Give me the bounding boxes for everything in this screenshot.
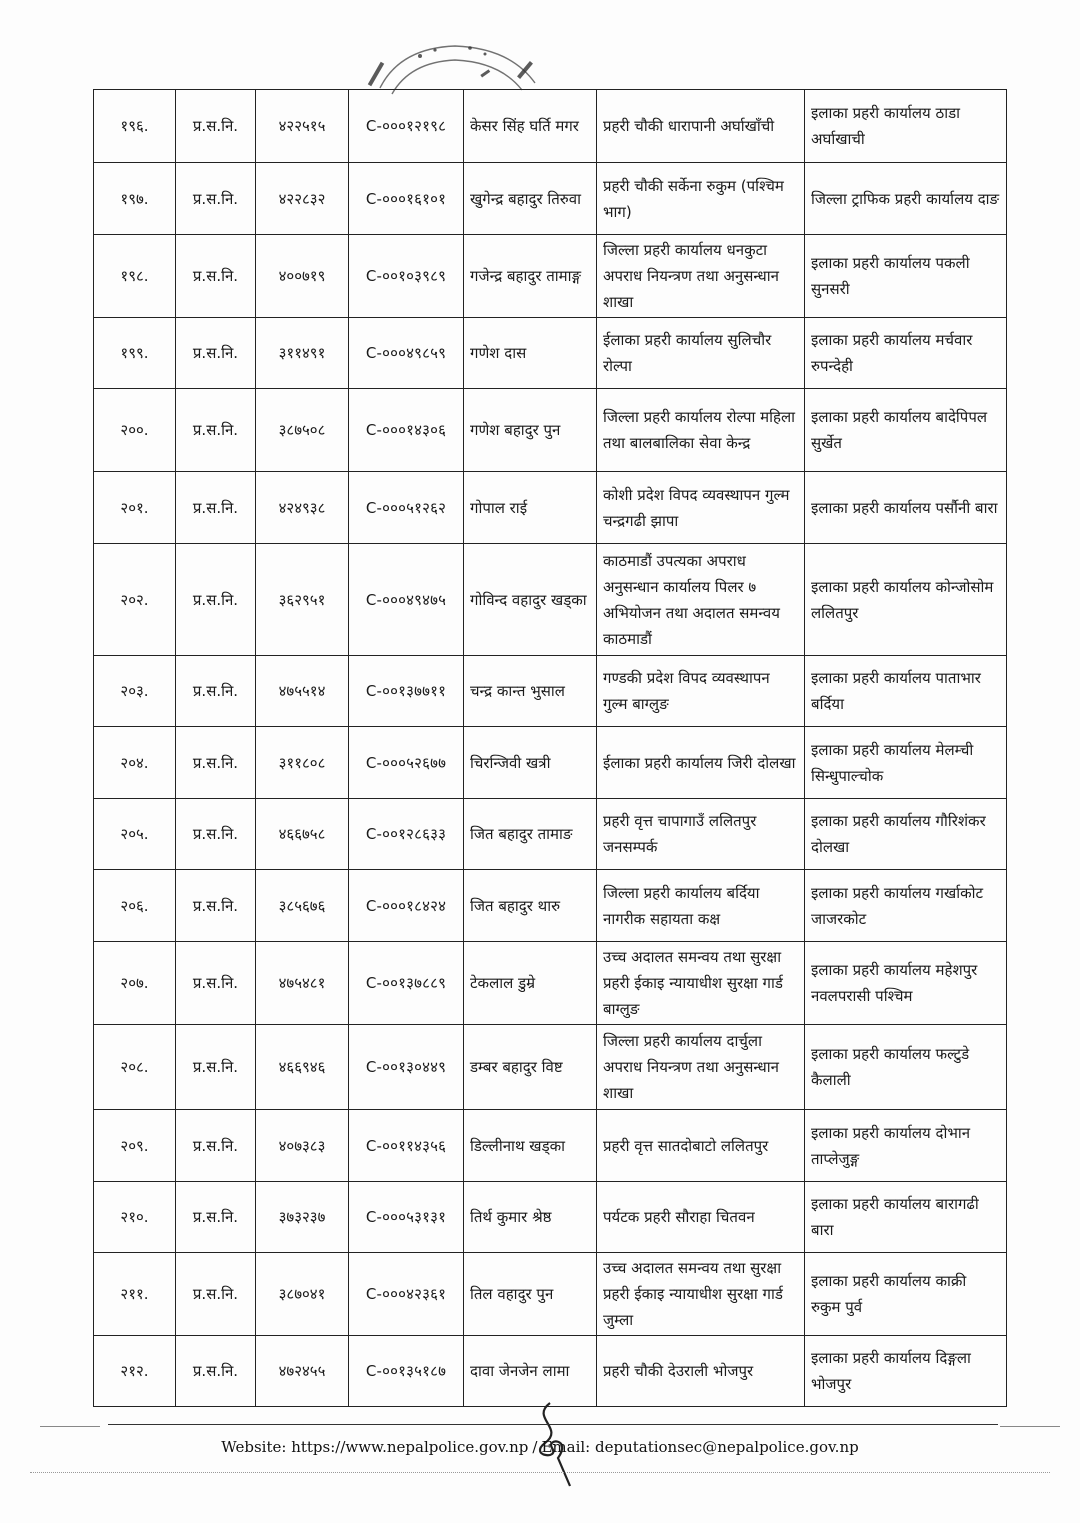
id-number-cell: ३८७०४१ <box>256 1253 349 1336</box>
new-posting-cell: इलाका प्रहरी कार्यालय दिङ्गला भोजपुर <box>805 1336 1007 1407</box>
table-row <box>94 389 1007 472</box>
new-posting-cell: इलाका प्रहरी कार्यालय काक्री रुकुम पुर्व <box>805 1253 1007 1336</box>
code-number-cell: C-०००४९८५९ <box>349 318 464 389</box>
serial-number-cell: २१०. <box>94 1182 176 1253</box>
current-posting-cell: कोशी प्रदेश विपद व्यवस्थापन गुल्म चन्द्रगढी झापा <box>597 472 805 544</box>
rank-cell: प्र.स.नि. <box>176 799 256 870</box>
code-number-cell: C-०००५२६७७ <box>349 727 464 799</box>
current-posting-cell: ईलाका प्रहरी कार्यालय सुलिचौर रोल्पा <box>597 318 805 389</box>
table-row <box>94 163 1007 235</box>
id-number-cell: ४७५४८१ <box>256 942 349 1025</box>
bottom-scan-dots <box>30 1472 1050 1473</box>
rank-cell: प्र.स.नि. <box>176 90 256 163</box>
table-row <box>94 870 1007 942</box>
serial-number-cell: २०८. <box>94 1025 176 1110</box>
rank-cell: प्र.स.नि. <box>176 235 256 318</box>
new-posting-cell: इलाका प्रहरी कार्यालय मर्चवार रुपन्देही <box>805 318 1007 389</box>
page-footer <box>0 1438 1080 1456</box>
new-posting-cell: इलाका प्रहरी कार्यालय गौरिशंकर दोलखा <box>805 799 1007 870</box>
serial-number-cell: २०४. <box>94 727 176 799</box>
table-row <box>94 1110 1007 1182</box>
code-number-cell: C-००१३७८८९ <box>349 942 464 1025</box>
serial-number-cell: १९८. <box>94 235 176 318</box>
table-row <box>94 235 1007 318</box>
code-number-cell: C-०००१६१०१ <box>349 163 464 235</box>
serial-number-cell: २०२. <box>94 544 176 656</box>
officer-name-cell: गणेश दास <box>464 318 597 389</box>
serial-number-cell: १९६. <box>94 90 176 163</box>
new-posting-cell: इलाका प्रहरी कार्यालय दोभान ताप्लेजुङ्ग <box>805 1110 1007 1182</box>
officer-name-cell: गोपाल राई <box>464 472 597 544</box>
rank-cell: प्र.स.नि. <box>176 870 256 942</box>
id-number-cell: ४२२८३२ <box>256 163 349 235</box>
officer-name-cell: दावा जेनजेन लामा <box>464 1336 597 1407</box>
current-posting-cell: प्रहरी वृत्त सातदोबाटो ललितपुर <box>597 1110 805 1182</box>
officer-name-cell: जित बहादुर थारु <box>464 870 597 942</box>
serial-number-cell: १९७. <box>94 163 176 235</box>
id-number-cell: ३११४९१ <box>256 318 349 389</box>
website-link[interactable]: Website: https://www.nepalpolice.gov.np <box>221 1438 529 1456</box>
officer-name-cell: तिर्थ कुमार श्रेष्ठ <box>464 1182 597 1253</box>
rank-cell: प्र.स.नि. <box>176 1182 256 1253</box>
footer-rule <box>108 1424 998 1425</box>
table-row <box>94 656 1007 727</box>
officer-name-cell: चन्द्र कान्त भुसाल <box>464 656 597 727</box>
rank-cell: प्र.स.नि. <box>176 727 256 799</box>
rank-cell: प्र.स.नि. <box>176 1253 256 1336</box>
current-posting-cell: प्रहरी चौकी धारापानी अर्घाखाँची <box>597 90 805 163</box>
id-number-cell: ४००७१९ <box>256 235 349 318</box>
serial-number-cell: २११. <box>94 1253 176 1336</box>
id-number-cell: ४६६७५८ <box>256 799 349 870</box>
current-posting-cell: जिल्ला प्रहरी कार्यालय दार्चुला अपराध नियन्त्रण तथा अनुसन्धान शाखा <box>597 1025 805 1110</box>
table-row <box>94 90 1007 163</box>
serial-number-cell: २०९. <box>94 1110 176 1182</box>
code-number-cell: C-००१०३९८९ <box>349 235 464 318</box>
current-posting-cell: प्रहरी चौकी सर्केना रुकुम (पश्चिम भाग) <box>597 163 805 235</box>
table-row <box>94 544 1007 656</box>
serial-number-cell: १९९. <box>94 318 176 389</box>
id-number-cell: ३६२९५१ <box>256 544 349 656</box>
serial-number-cell: २०७. <box>94 942 176 1025</box>
deputation-roster-table <box>93 89 1007 1407</box>
new-posting-cell: इलाका प्रहरी कार्यालय महेशपुर नवलपरासी पश्चिम <box>805 942 1007 1025</box>
serial-number-cell: २०६. <box>94 870 176 942</box>
table-row <box>94 318 1007 389</box>
id-number-cell: ३११८०८ <box>256 727 349 799</box>
code-number-cell: C-००१२८६३३ <box>349 799 464 870</box>
footer-rule-left <box>40 1426 100 1427</box>
officer-name-cell: चिरन्जिवी खत्री <box>464 727 597 799</box>
rank-cell: प्र.स.नि. <box>176 318 256 389</box>
code-number-cell: C-०००४९४७५ <box>349 544 464 656</box>
code-number-cell: C-००१३५१८७ <box>349 1336 464 1407</box>
footer-separator: / <box>532 1438 538 1456</box>
new-posting-cell: इलाका प्रहरी कार्यालय गर्खाकोट जाजरकोट <box>805 870 1007 942</box>
serial-number-cell: २०१. <box>94 472 176 544</box>
id-number-cell: ४०७३८३ <box>256 1110 349 1182</box>
code-number-cell: C-०००४२३६१ <box>349 1253 464 1336</box>
id-number-cell: ३८७५०८ <box>256 389 349 472</box>
footer-rule-right <box>1000 1426 1060 1427</box>
code-number-cell: C-०००१२१९८ <box>349 90 464 163</box>
current-posting-cell: प्रहरी वृत्त चापागाउँ ललितपुर जनसम्पर्क <box>597 799 805 870</box>
id-number-cell: ४७२४५५ <box>256 1336 349 1407</box>
id-number-cell: ३७३२३७ <box>256 1182 349 1253</box>
current-posting-cell: जिल्ला प्रहरी कार्यालय धनकुटा अपराध नियन्त्रण तथा अनुसन्धान शाखा <box>597 235 805 318</box>
officer-name-cell: जित बहादुर तामाङ <box>464 799 597 870</box>
new-posting-cell: इलाका प्रहरी कार्यालय ठाडा अर्घाखाची <box>805 90 1007 163</box>
officer-name-cell: तिल वहादुर पुन <box>464 1253 597 1336</box>
rank-cell: प्र.स.नि. <box>176 1336 256 1407</box>
table-row <box>94 727 1007 799</box>
rank-cell: प्र.स.नि. <box>176 163 256 235</box>
rank-cell: प्र.स.नि. <box>176 1025 256 1110</box>
id-number-cell: ३८५६७६ <box>256 870 349 942</box>
serial-number-cell: २०५. <box>94 799 176 870</box>
serial-number-cell: २००. <box>94 389 176 472</box>
current-posting-cell: प्रहरी चौकी देउराली भोजपुर <box>597 1336 805 1407</box>
code-number-cell: C-०००५३१३१ <box>349 1182 464 1253</box>
officer-name-cell: डिल्लीनाथ खड्का <box>464 1110 597 1182</box>
current-posting-cell: जिल्ला प्रहरी कार्यालय बर्दिया नागरीक सहायता कक्ष <box>597 870 805 942</box>
new-posting-cell: जिल्ला ट्राफिक प्रहरी कार्यालय दाङ <box>805 163 1007 235</box>
new-posting-cell: इलाका प्रहरी कार्यालय पाताभार बर्दिया <box>805 656 1007 727</box>
table-row <box>94 1182 1007 1253</box>
current-posting-cell: जिल्ला प्रहरी कार्यालय रोल्पा महिला तथा बालबालिका सेवा केन्द्र <box>597 389 805 472</box>
current-posting-cell: गण्डकी प्रदेश विपद व्यवस्थापन गुल्म बाग्लुङ <box>597 656 805 727</box>
officer-name-cell: गजेन्द्र बहादुर तामाङ्ग <box>464 235 597 318</box>
rank-cell: प्र.स.नि. <box>176 389 256 472</box>
code-number-cell: C-००१३७७११ <box>349 656 464 727</box>
rank-cell: प्र.स.नि. <box>176 1110 256 1182</box>
officer-name-cell: खुगेन्द्र बहादुर तिरुवा <box>464 163 597 235</box>
new-posting-cell: इलाका प्रहरी कार्यालय मेलम्ची सिन्धुपाल्चोक <box>805 727 1007 799</box>
id-number-cell: ४२२५१५ <box>256 90 349 163</box>
email-link[interactable]: Email: deputationsec@nepalpolice.gov.np <box>541 1438 859 1456</box>
rank-cell: प्र.स.नि. <box>176 656 256 727</box>
new-posting-cell: इलाका प्रहरी कार्यालय बारागढी बारा <box>805 1182 1007 1253</box>
rank-cell: प्र.स.नि. <box>176 942 256 1025</box>
id-number-cell: ४६६९४६ <box>256 1025 349 1110</box>
new-posting-cell: इलाका प्रहरी कार्यालय कोन्जोसोम ललितपुर <box>805 544 1007 656</box>
table-row <box>94 799 1007 870</box>
table-row <box>94 1025 1007 1110</box>
table-row <box>94 1253 1007 1336</box>
current-posting-cell: पर्यटक प्रहरी सौराहा चितवन <box>597 1182 805 1253</box>
current-posting-cell: काठमाडौं उपत्यका अपराध अनुसन्धान कार्यालय पिलर ७ अभियोजन तथा अदालत समन्वय काठमाडौं <box>597 544 805 656</box>
id-number-cell: ४२४९३८ <box>256 472 349 544</box>
current-posting-cell: ईलाका प्रहरी कार्यालय जिरी दोलखा <box>597 727 805 799</box>
rank-cell: प्र.स.नि. <box>176 472 256 544</box>
code-number-cell: C-००१३०४४९ <box>349 1025 464 1110</box>
new-posting-cell: इलाका प्रहरी कार्यालय फल्टुडे कैलाली <box>805 1025 1007 1110</box>
table-row <box>94 472 1007 544</box>
serial-number-cell: २१२. <box>94 1336 176 1407</box>
serial-number-cell: २०३. <box>94 656 176 727</box>
officer-name-cell: डम्बर बहादुर विष्ट <box>464 1025 597 1110</box>
current-posting-cell: उच्च अदालत समन्वय तथा सुरक्षा प्रहरी ईकाइ न्यायाधीश सुरक्षा गार्ड जुम्ला <box>597 1253 805 1336</box>
officer-name-cell: टेकलाल डुम्रे <box>464 942 597 1025</box>
officer-name-cell: गणेश बहादुर पुन <box>464 389 597 472</box>
code-number-cell: C-०००५१२६२ <box>349 472 464 544</box>
rank-cell: प्र.स.नि. <box>176 544 256 656</box>
officer-name-cell: केसर सिंह घर्ति मगर <box>464 90 597 163</box>
table-row <box>94 942 1007 1025</box>
code-number-cell: C-००११४३५६ <box>349 1110 464 1182</box>
officer-name-cell: गोविन्द वहादुर खड्का <box>464 544 597 656</box>
table-row <box>94 1336 1007 1407</box>
new-posting-cell: इलाका प्रहरी कार्यालय पकली सुनसरी <box>805 235 1007 318</box>
current-posting-cell: उच्च अदालत समन्वय तथा सुरक्षा प्रहरी ईकाइ न्यायाधीश सुरक्षा गार्ड बाग्लुङ <box>597 942 805 1025</box>
new-posting-cell: इलाका प्रहरी कार्यालय बादेपिपल सुर्खेत <box>805 389 1007 472</box>
code-number-cell: C-०००१४३०६ <box>349 389 464 472</box>
new-posting-cell: इलाका प्रहरी कार्यालय पर्सौनी बारा <box>805 472 1007 544</box>
roster-table-body <box>94 90 1007 1407</box>
code-number-cell: C-०००१८४२४ <box>349 870 464 942</box>
id-number-cell: ४७५५१४ <box>256 656 349 727</box>
